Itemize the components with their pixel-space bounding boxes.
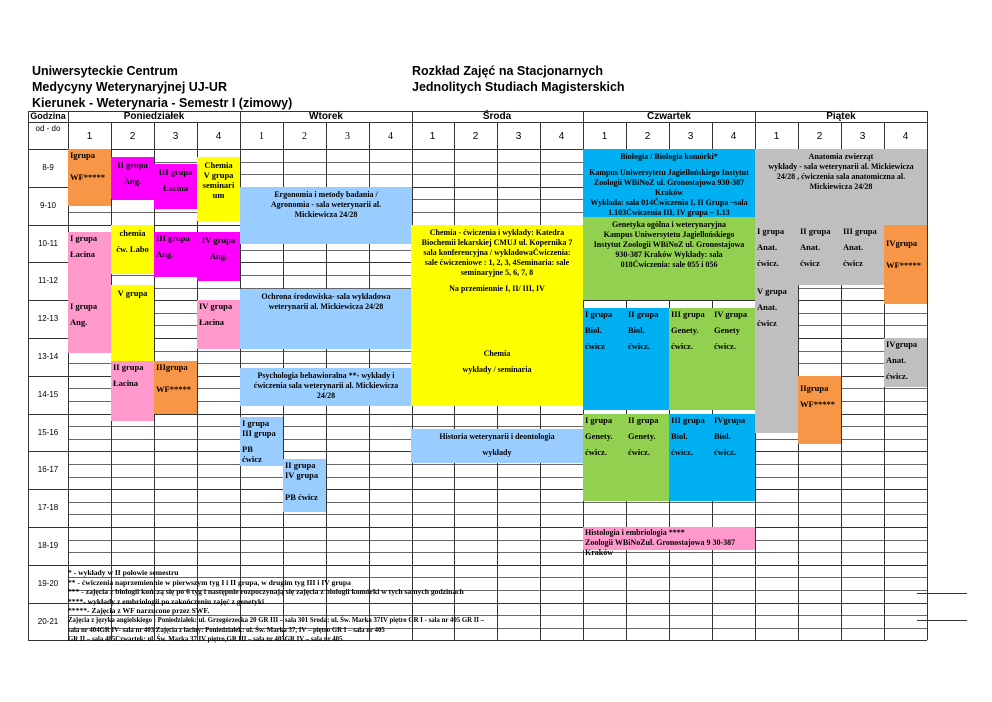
time-label: 15-16 bbox=[37, 427, 59, 437]
block-line: Igrupa bbox=[70, 150, 96, 160]
grid-line bbox=[917, 620, 967, 621]
block-line: I grupa bbox=[70, 301, 98, 311]
block-line: chemia bbox=[119, 228, 146, 238]
schedule-block-wed-historia[interactable] bbox=[411, 429, 583, 463]
block-line: PB ćwicz bbox=[285, 492, 318, 502]
block-line: ćwicz. bbox=[757, 258, 779, 268]
footnote: GR II – sala 405Czwartek: ul. Św. Marka 37 IV piętro,GR III – sala nr 405GR IV – sala nr 405 bbox=[68, 636, 343, 644]
time-label: 11-12 bbox=[38, 276, 58, 286]
group-number: 1 bbox=[86, 131, 93, 142]
grid-line bbox=[917, 593, 967, 594]
grid-line bbox=[28, 527, 927, 528]
group-number: 3 bbox=[859, 131, 866, 142]
grid-line bbox=[28, 489, 927, 490]
godzina-label: Godzina bbox=[30, 111, 66, 121]
block-line: ćwicz. bbox=[671, 447, 693, 457]
day-header: Środa bbox=[482, 111, 512, 122]
block-line: I grupa bbox=[757, 226, 785, 236]
block-line: um bbox=[212, 190, 225, 200]
schedule-block-thu-g1-biol[interactable] bbox=[583, 308, 626, 410]
block-line: Na przemiennie I, II/ III, IV bbox=[449, 284, 545, 293]
block-line: weterynarii al. Mickiewicza 24/28 bbox=[268, 302, 384, 311]
group-number: 4 bbox=[730, 131, 737, 142]
block-line: ćwicz. bbox=[585, 447, 607, 457]
block-line: WF***** bbox=[70, 172, 105, 182]
block-line: III grupa bbox=[843, 226, 877, 236]
block-line: WF***** bbox=[800, 399, 835, 409]
block-line: ćwicz bbox=[757, 318, 777, 328]
schedule-block-fri-g2-wf[interactable] bbox=[798, 376, 841, 444]
schedule-block-mon-g2-ang[interactable] bbox=[111, 157, 154, 199]
schedule-block-thu-g3-biol2[interactable] bbox=[669, 414, 712, 501]
time-label: 18-19 bbox=[37, 540, 59, 550]
block-line: Histologia i embriologia **** bbox=[585, 528, 685, 537]
block-line: Genety. bbox=[671, 325, 699, 335]
schedule-block-thu-g2-genety2[interactable] bbox=[626, 414, 669, 501]
block-line: Ang. bbox=[156, 249, 174, 259]
time-label: 9-10 bbox=[39, 200, 56, 210]
block-line: Wykłada: sala 014Ćwiczenia I, II Grupa –sala bbox=[590, 198, 748, 207]
block-line: Zoologii WBiNoZ ul. Gronostajowa 930-387 Kraków bbox=[593, 178, 745, 197]
time-label: 10-11 bbox=[38, 238, 58, 248]
block-line: 018Ćwiczenia: sale 055 i 056 bbox=[620, 260, 718, 269]
grid-line bbox=[28, 565, 927, 566]
group-number: 2 bbox=[644, 131, 651, 142]
block-line: ćwicz bbox=[800, 258, 820, 268]
group-number: 4 bbox=[388, 131, 393, 142]
schedule-block-fri-g3-anat[interactable] bbox=[841, 225, 884, 285]
time-label: 19-20 bbox=[37, 578, 59, 588]
block-line: ćwicz bbox=[585, 341, 605, 351]
footnote: ** - ćwiczenia naprzemiennie w pierwszym tyg I i II grupa, w drugim tyg III i IV grupa bbox=[68, 577, 351, 587]
time-label: 12-13 bbox=[37, 314, 59, 324]
block-line: ćwicz. bbox=[671, 341, 693, 351]
block-line: IIIgrupa bbox=[156, 362, 188, 372]
block-line: IVgrupa bbox=[886, 339, 918, 349]
block-line: IIgrupa bbox=[800, 383, 829, 393]
block-line: Anat. bbox=[800, 242, 821, 252]
block-line: Instytut Zoologii WBiNoZ ul. Gronostajowa bbox=[593, 240, 745, 249]
block-line: ćw. Labo bbox=[116, 244, 149, 254]
block-line: ćwicz. bbox=[628, 341, 650, 351]
block-line: Biol. bbox=[671, 431, 688, 441]
block-line: I grupa bbox=[585, 415, 613, 425]
schedule-block-fri-anatomia[interactable] bbox=[755, 149, 927, 225]
group-number: 1 bbox=[259, 131, 264, 142]
footnote: ****- wykłady z embriologii po zakończeniu zajęć z genetyki bbox=[68, 596, 265, 606]
block-line: Ochrona środowiska- sala wykładowa bbox=[261, 292, 391, 301]
block-line: V grupa bbox=[203, 170, 234, 180]
time-label: 20-21 bbox=[37, 616, 59, 626]
group-number: 3 bbox=[515, 131, 522, 142]
schedule-block-thu-biologia[interactable] bbox=[583, 149, 755, 217]
group-number: 4 bbox=[558, 131, 565, 142]
block-line: Genety. bbox=[628, 431, 656, 441]
footnote: *****- Zajęcia z WF narzucone przez SWF. bbox=[68, 606, 210, 616]
block-line: IVgrupa bbox=[714, 415, 746, 425]
block-line: Biol. bbox=[714, 431, 731, 441]
block-line: I grupa bbox=[585, 309, 613, 319]
time-label: 8-9 bbox=[42, 162, 54, 172]
block-line: Ang. bbox=[70, 317, 88, 327]
schedule-block-tue-pb2[interactable] bbox=[283, 459, 326, 512]
time-label: 17-18 bbox=[37, 503, 59, 513]
group-number: 2 bbox=[816, 131, 823, 142]
footnote: Zajęcia z języka angielskiego : Poniedziałek: ul. Grzegórzecka 20 GR III – sala 301 Sroda: ul. Św. Marka 37IV piętro GR I - sala nr 405 GR II – bbox=[68, 616, 485, 624]
group-number: 3 bbox=[687, 131, 694, 142]
day-header: Czwartek bbox=[647, 111, 691, 122]
block-line: Kampus Uniwersytetu Jagiellońskiego Instytut bbox=[589, 168, 749, 177]
schedule-block-thu-g4-genety[interactable] bbox=[712, 308, 755, 410]
block-line: II grupa bbox=[285, 460, 316, 470]
od-do-label: od - do bbox=[35, 124, 61, 133]
block-line: Anat. bbox=[757, 302, 778, 312]
block-line: Genety bbox=[714, 325, 740, 335]
block-line: Łacina bbox=[70, 249, 96, 259]
block-line: Ergonomia i metody badania / bbox=[274, 190, 378, 199]
block-line: Agronomia - sala weterynarii al. bbox=[270, 200, 382, 209]
block-line: ćwiczenia sala weterynarii al. Mickiewicza bbox=[253, 381, 399, 390]
schedule-block-thu-genetyka[interactable] bbox=[583, 217, 755, 300]
block-line: Historia weterynarii i deontologia bbox=[439, 432, 555, 441]
block-line: Chemia bbox=[483, 349, 511, 358]
grid-line bbox=[28, 111, 29, 640]
footnotes bbox=[68, 568, 588, 645]
block-line: III grupa bbox=[156, 233, 190, 243]
block-line: Łacina bbox=[113, 378, 139, 388]
block-line: II grupa bbox=[113, 362, 144, 372]
schedule-block-wed-chemia-cw[interactable] bbox=[411, 225, 583, 346]
schedule-block-fri-g2-anat[interactable] bbox=[798, 225, 841, 285]
schedule-block-fri-g4-anat[interactable] bbox=[884, 338, 927, 387]
group-number: 2 bbox=[472, 131, 479, 142]
block-line: seminari bbox=[202, 180, 235, 190]
block-line: Ang. bbox=[209, 251, 228, 261]
block-line: PB bbox=[242, 444, 253, 454]
header-right-line-1: Rozkład Zajęć na Stacjonarnych bbox=[412, 64, 604, 78]
block-line: II grupa bbox=[117, 160, 148, 170]
block-line: Biologia / Biologia komórki* bbox=[620, 152, 718, 161]
group-number: 1 bbox=[429, 131, 436, 142]
block-line: I grupa bbox=[70, 233, 98, 243]
block-line: I grupa bbox=[242, 418, 270, 428]
schedule-block-tue-ochrona[interactable] bbox=[240, 289, 412, 349]
time-label: 16-17 bbox=[37, 465, 59, 475]
group-number: 3 bbox=[345, 131, 350, 142]
block-line: wykłady / seminaria bbox=[462, 365, 532, 374]
block-line: IV grupa bbox=[201, 235, 236, 245]
block-line: Genety. bbox=[585, 431, 613, 441]
group-number: 4 bbox=[902, 131, 909, 142]
block-line: IV grupa bbox=[199, 301, 233, 311]
block-line: Mickiewicza 24/28 bbox=[809, 182, 873, 191]
block-line: II grupa bbox=[628, 309, 659, 319]
block-line: IV grupa bbox=[285, 470, 319, 480]
schedule-block-mon-g1-igrupa[interactable] bbox=[68, 149, 111, 206]
block-line: IVgrupa bbox=[886, 238, 918, 248]
block-line: IV grupa bbox=[714, 309, 748, 319]
block-line: Ang. bbox=[123, 176, 142, 186]
block-line: Chemia - ćwiczenia i wykłady: Katedra bbox=[429, 228, 565, 237]
block-line: Biochemii lekarskiej CMUJ ul. Kopernika 7 bbox=[421, 238, 573, 247]
header-right-line-2: Jednolitych Studiach Magisterskich bbox=[412, 80, 625, 94]
group-number: 4 bbox=[215, 131, 222, 142]
schedule-block-tue-psychologia[interactable] bbox=[240, 368, 412, 406]
grid-line bbox=[28, 122, 927, 123]
block-line: seminaryjne 5, 6, 7, 8 bbox=[460, 268, 534, 277]
schedule-block-thu-g1-genety2[interactable] bbox=[583, 414, 626, 501]
block-line: II grupa bbox=[800, 226, 831, 236]
block-line: ćwicz bbox=[843, 258, 863, 268]
header-left-line-2: Medycyny Weterynaryjnej UJ-UR bbox=[32, 80, 227, 94]
schedule-block-mon-g2-lacina2[interactable] bbox=[111, 361, 154, 421]
block-line: Łacina bbox=[162, 183, 189, 193]
time-label: 14-15 bbox=[37, 389, 59, 399]
schedule-block-mon-g3-wf[interactable] bbox=[154, 361, 197, 414]
block-line: III grupa bbox=[671, 415, 705, 425]
day-header: Poniedziałek bbox=[123, 111, 185, 122]
schedule-block-thu-histologia[interactable] bbox=[583, 527, 755, 557]
schedule-block-tue-pb1[interactable] bbox=[240, 417, 283, 466]
group-number: 1 bbox=[773, 131, 780, 142]
schedule-block-wed-chemia-wyk[interactable] bbox=[411, 346, 583, 406]
schedule-block-mon-g4-chemia[interactable] bbox=[197, 157, 240, 221]
schedule-block-mon-g1-lacina[interactable] bbox=[68, 232, 111, 300]
schedule-block-fri-g4-wf[interactable] bbox=[884, 225, 927, 304]
block-line: ćwicz. bbox=[628, 447, 650, 457]
block-line: Zoologii WBiNoZul. Gronostajowa 9 30-387 Kraków bbox=[585, 538, 736, 557]
time-label: 13-14 bbox=[37, 351, 59, 361]
block-line: wykłady bbox=[482, 448, 512, 457]
block-line: ćwicz. bbox=[886, 371, 908, 381]
schedule-block-thu-g2-biol[interactable] bbox=[626, 308, 669, 410]
group-number: 2 bbox=[129, 131, 136, 142]
block-line: sale ćwiczeniowe : 1, 2, 3, 4Seminaria: sale bbox=[424, 258, 570, 267]
footnote: *** - zajęcia z biologii kończą się po 6 tyg i następnie rozpoczynają się zajęcia z biologii komórki w tych samych godzinach bbox=[68, 587, 464, 597]
block-line: III grupa bbox=[158, 167, 193, 177]
schedule-block-mon-g3-ang[interactable] bbox=[154, 232, 197, 277]
block-line: II grupa bbox=[628, 415, 659, 425]
block-line: Biol. bbox=[585, 325, 602, 335]
schedule-block-mon-g1-ang[interactable] bbox=[68, 300, 111, 353]
day-header: Wtorek bbox=[309, 111, 343, 122]
block-line: 930-387 Kraków Wykłady: sala bbox=[615, 250, 723, 259]
block-line: WF***** bbox=[886, 260, 921, 270]
block-line: WF***** bbox=[156, 384, 191, 394]
footnote: sala nr 404GR IV- sala nr 403 Zajęcia z łaciny: Poniedziałek: ul. Św. Marka 37, IV – piętro GR I – sala nr 405 bbox=[68, 626, 385, 634]
block-line: 1.103Ćwiczenia III, IV grupa – 1.13 bbox=[608, 208, 730, 217]
schedule-block-mon-g3-lacina[interactable] bbox=[154, 164, 197, 209]
block-line: 24/28 bbox=[316, 391, 336, 400]
schedule-block-thu-g4-biol2[interactable] bbox=[712, 414, 755, 501]
schedule-block-thu-g3-genety[interactable] bbox=[669, 308, 712, 410]
block-line: 24/28 , ćwiczenia sala anatomiczna al. bbox=[776, 172, 906, 181]
schedule-block-mon-g4-ang[interactable] bbox=[197, 232, 240, 281]
block-line: Kampus Uniwersytetu Jagiellońskiego bbox=[603, 230, 735, 239]
schedule-block-tue-ergonomia[interactable] bbox=[240, 187, 412, 244]
block-line: III grupa bbox=[242, 428, 276, 438]
group-number: 3 bbox=[172, 131, 179, 142]
schedule-block-fri-g1-anat[interactable] bbox=[755, 225, 798, 433]
block-line: Anatomia zwierząt bbox=[808, 152, 874, 161]
block-line: Biol. bbox=[628, 325, 645, 335]
block-line: Chemia bbox=[204, 160, 233, 170]
day-header: Piątek bbox=[826, 111, 856, 122]
block-line: III grupa bbox=[671, 309, 705, 319]
block-line: Anat. bbox=[757, 242, 778, 252]
block-line: Łacina bbox=[199, 317, 225, 327]
schedule-block-mon-g2-chemia[interactable] bbox=[111, 225, 154, 274]
block-line: Anat. bbox=[886, 355, 907, 365]
footnote: * - wykłady w II połowie semestru bbox=[68, 568, 179, 577]
block-line: V grupa bbox=[757, 286, 787, 296]
block-line: Mickiewicza 24/28 bbox=[294, 210, 358, 219]
block-line: Psychologia behawioralna **- wykłady i bbox=[257, 371, 395, 380]
header-left-line-1: Uniwersyteckie Centrum bbox=[32, 64, 178, 78]
schedule-block-mon-g2-vgrupa[interactable] bbox=[111, 285, 154, 361]
header-left-line-3: Kierunek - Weterynaria - Semestr I (zimowy) bbox=[32, 96, 293, 110]
block-line: ćwicz. bbox=[714, 447, 736, 457]
block-line: Anat. bbox=[843, 242, 864, 252]
group-number: 1 bbox=[601, 131, 608, 142]
block-line: ćwicz. bbox=[714, 341, 736, 351]
block-line: V grupa bbox=[117, 288, 148, 298]
block-line: ćwicz bbox=[242, 454, 262, 464]
block-line: wykłady - sala weterynarii al. Mickiewicza bbox=[768, 162, 914, 171]
grid-line bbox=[927, 111, 928, 640]
schedule-block-mon-g4-lacina[interactable] bbox=[197, 300, 240, 349]
block-line: sala konferencyjna / wykładowaĆwiczenia: bbox=[423, 248, 571, 257]
group-number: 2 bbox=[302, 131, 307, 142]
block-line: Genetyka ogólna i weterynaryjna bbox=[612, 220, 726, 229]
